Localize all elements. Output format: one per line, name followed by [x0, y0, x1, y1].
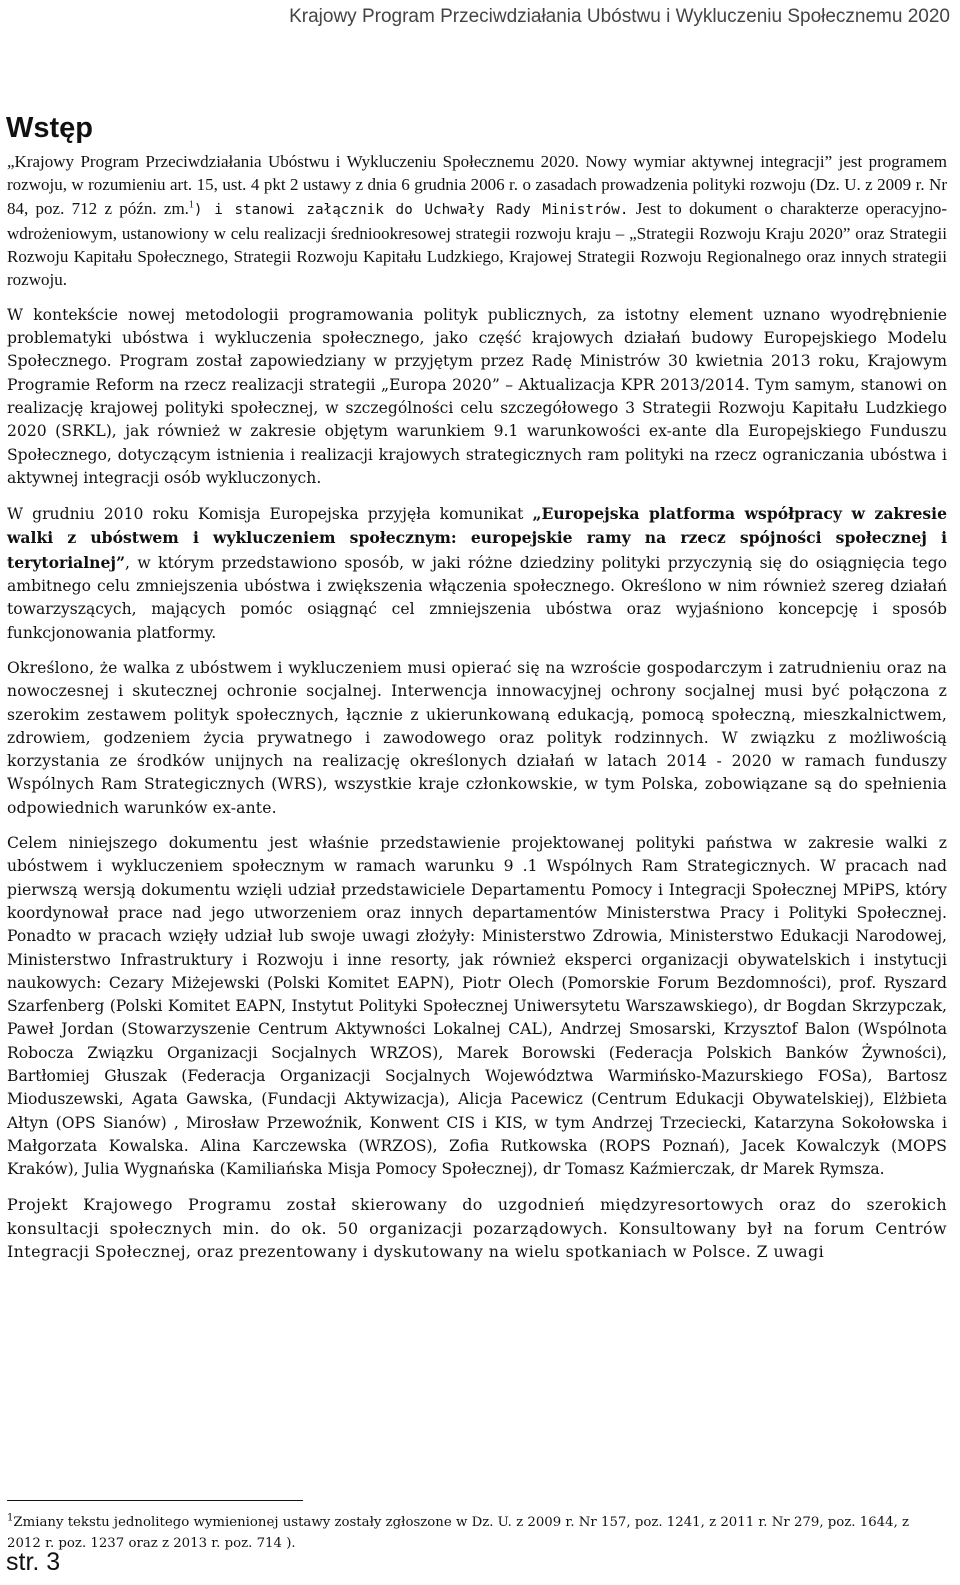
- footnote-reference[interactable]: 1: [188, 198, 194, 210]
- paragraph-platform: [7, 502, 947, 645]
- footnote-divider: [7, 1500, 303, 1501]
- paragraph-purpose: Celem niniejszego dokumentu jest właśnie przedstawienie projektowanej polityki państwa w zakresie walki z ubóstwem i wykluczeniem społecznym w ramach warunku 9 .1 Wspólnych Ram Strategicznych. W pracach nad pierwszą wersją dokumentu wzięli udział przedstawiciele Departamentu Pomocy i Integracji Społecznej MPiPS, który koordynował prace nad jego utworzeniem oraz innych departamentów Ministerstwa Pracy i Polityki Społecznej. Ponadto w pracach wzięły udział lub swoje uwagi złożyły: Ministerstwo Zdrowia, Ministerstwo Edukacji Narodowej, Ministerstwo Infrastruktury i Rozwoju i inne resorty, jak również eksperci organizacji obywatelskich i instytucji naukowych: Cezary Miżejewski (Polski Komitet EAPN), Piotr Olech (Pomorskie Forum Bezdomności), prof. Ryszard Szarfenberg (Polski Komitet EAPN, Instytut Polityki Społecznej Uniwersytetu Warszawskiego), dr Bogdan Skrzypczak, Paweł Jordan (Stowarzyszenie Centrum Aktywności Lokalnej CAL), Andrzej Smosarski, Krzysztof Balon (Wspólnota Robocza Związku Organizacji Socjalnych WRZOS), Marek Borowski (Federacja Polskich Banków Żywności), Bartłomiej Głuszak (Federacja Organizacji Socjalnych Województwa Warmińsko-Mazurskiego FOSa), Bartosz Mioduszewski, Agata Gawska, (Fundacji Aktywizacja), Alicja Pacewicz (Centrum Edukacji Obywatelskiej), Elżbieta Ałtyn (OPS Sianów) , Mirosław Przewoźnik, Konwent CIS i KIS, w tym Andrzej Trzeciecki, Katarzyna Sokołowska i Małgorzata Kowalska. Alina Karczewska (WRZOS), Zofia Rutkowska (ROPS Poznań), Jacek Kowalczyk (MOPS Kraków), Julia Wygnańska (Kamiliańska Misja Pomocy Społecznej), dr Tomasz Kaźmierczak, dr Marek Rymsza.: [7, 834, 947, 1179]
- running-header: Krajowy Program Przeciwdziałania Ubóstwu i Wykluczeniu Społecznemu 2020: [289, 6, 950, 27]
- paragraph-growth: Określono, że walka z ubóstwem i wykluczeniem musi opierać się na wzroście gospodarczym i zatrudnieniu oraz na nowoczesnej i skutecznej ochronie socjalnej. Interwencja innowacyjnej ochrony socjalnej musi być połączona z szerokim zestawem polityk społecznych, łącznie z ukierunkowaną edukacją, pomocą społeczną, mieszkalnictwem, zdrowiem, godzeniem życia prywatnego i zawodowego oraz polityk rodzinnych. W związku z możliwością korzystania ze środków unijnych na realizację określonych działań w latach 2014 - 2020 w ramach funduszy Wspólnych Ram Strategicznych (WRS), wszystkie kraje członkowskie, w tym Polska, zobowiązane są do spełnienia odpowiednich warunków ex-ante.: [7, 658, 947, 817]
- paragraph-platform-text-end: , w którym przedstawiono sposób, w jaki różne dziedziny polityki przyczynią się do osiągnięcia tego ambitnego celu zmniejszenia ubóstwa i zwiększenia włączenia społecznego. Określono w nim również szereg działań towarzyszących, mających pomóc osiągnąć cel zmniejszenia ubóstwa oraz wyjaśniono koncepcję i sposób funkcjonowania platformy.: [7, 553, 947, 642]
- communication-title: „Europejska platforma współpracy w zakresie walki z ubóstwem i wykluczeniem społecznym: europejskie ramy na rzecz spójności społecznej i terytorialnej”: [7, 504, 947, 572]
- paragraph-platform-text: W grudniu 2010 roku Komisja Europejska przyjęła komunikat: [7, 505, 533, 524]
- section-title: Wstęp: [6, 112, 93, 144]
- paragraph-context: W kontekście nowej metodologii programowania polityk publicznych, za istotny element uznano wyodrębnienie problematyki ubóstwa i wykluczenia społecznego, jako część krajowych działań budowy Europejskiego Modelu Społecznego. Program został zapowiedziany w przyjętym przez Radę Ministrów 30 kwietnia 2013 roku, Krajowym Programie Reform na rzecz realizacji strategii „Europa 2020” – Aktualizacja KPR 2013/2014. Tym samym, stanowi on realizację krajowej polityki społecznej, w szczególności celu szczegółowego 3 Strategii Rozwoju Kapitału Ludzkiego 2020 (SRKL), jak również w zakresie objętym warunkiem 9.1 warunkowości ex-ante dla Europejskiego Funduszu Społecznego, dotyczącym istnienia i realizacji krajowych strategicznych ram polityki na rzecz ograniczania ubóstwa i aktywnej integracji osób wykluczonych.: [7, 305, 947, 487]
- footnote-text: Zmiany tekstu jednolitego wymienionej ustawy zostały zgłoszone w Dz. U. z 2009 r. Nr 157, poz. 1241, z 2011 r. Nr 279, poz. 1644, z 2012 r. poz. 1237 oraz z 2013 r. poz. 714 ).: [7, 1515, 910, 1551]
- footnote-marker: 1: [7, 1512, 14, 1524]
- paragraph-intro-text-end: Jest to dokument o charakterze operacyjno-wdrożeniowym, ustanowiony w celu realizacji średniookresowej strategii rozwoju kraju – „Strategii Rozwoju Kraju 2020” oraz Strategii Rozwoju Kapitału Społecznego, Strategii Rozwoju Kapitału Ludzkiego, Krajowej Strategii Rozwoju Regionalnego oraz innych strategii rozwoju.: [7, 198, 947, 290]
- page-number: str. 3: [6, 1548, 61, 1576]
- footnote: [7, 1512, 947, 1554]
- document-body: [7, 150, 947, 1275]
- paragraph-intro-text-continued: ) i stanowi załącznik do Uchwały Rady Ministrów.: [193, 201, 629, 218]
- paragraph-intro-text: „Krajowy Program Przeciwdziałania Ubóstwu i Wykluczeniu Społecznemu 2020. Nowy wymiar aktywnej integracji” jest programem rozwoju, w rozumieniu art. 15, ust. 4 pkt 2 ustawy z dnia 6 grudnia 2006 r. o zasadach prowadzenia polityki rozwoju (Dz. U. z 2009 r. Nr 84, poz. 712 z późn. zm.: [7, 152, 947, 218]
- paragraph-consultation: Projekt Krajowego Programu został skierowany do uzgodnień międzyresortowych oraz do szerokich konsultacji społecznych min. do ok. 50 organizacji pozarządowych. Konsultowany był na forum Centrów Integracji Społecznej, oraz prezentowany i dyskutowany na wielu spotkaniach w Polsce. Z uwagi: [7, 1195, 947, 1262]
- paragraph-intro: [7, 150, 947, 292]
